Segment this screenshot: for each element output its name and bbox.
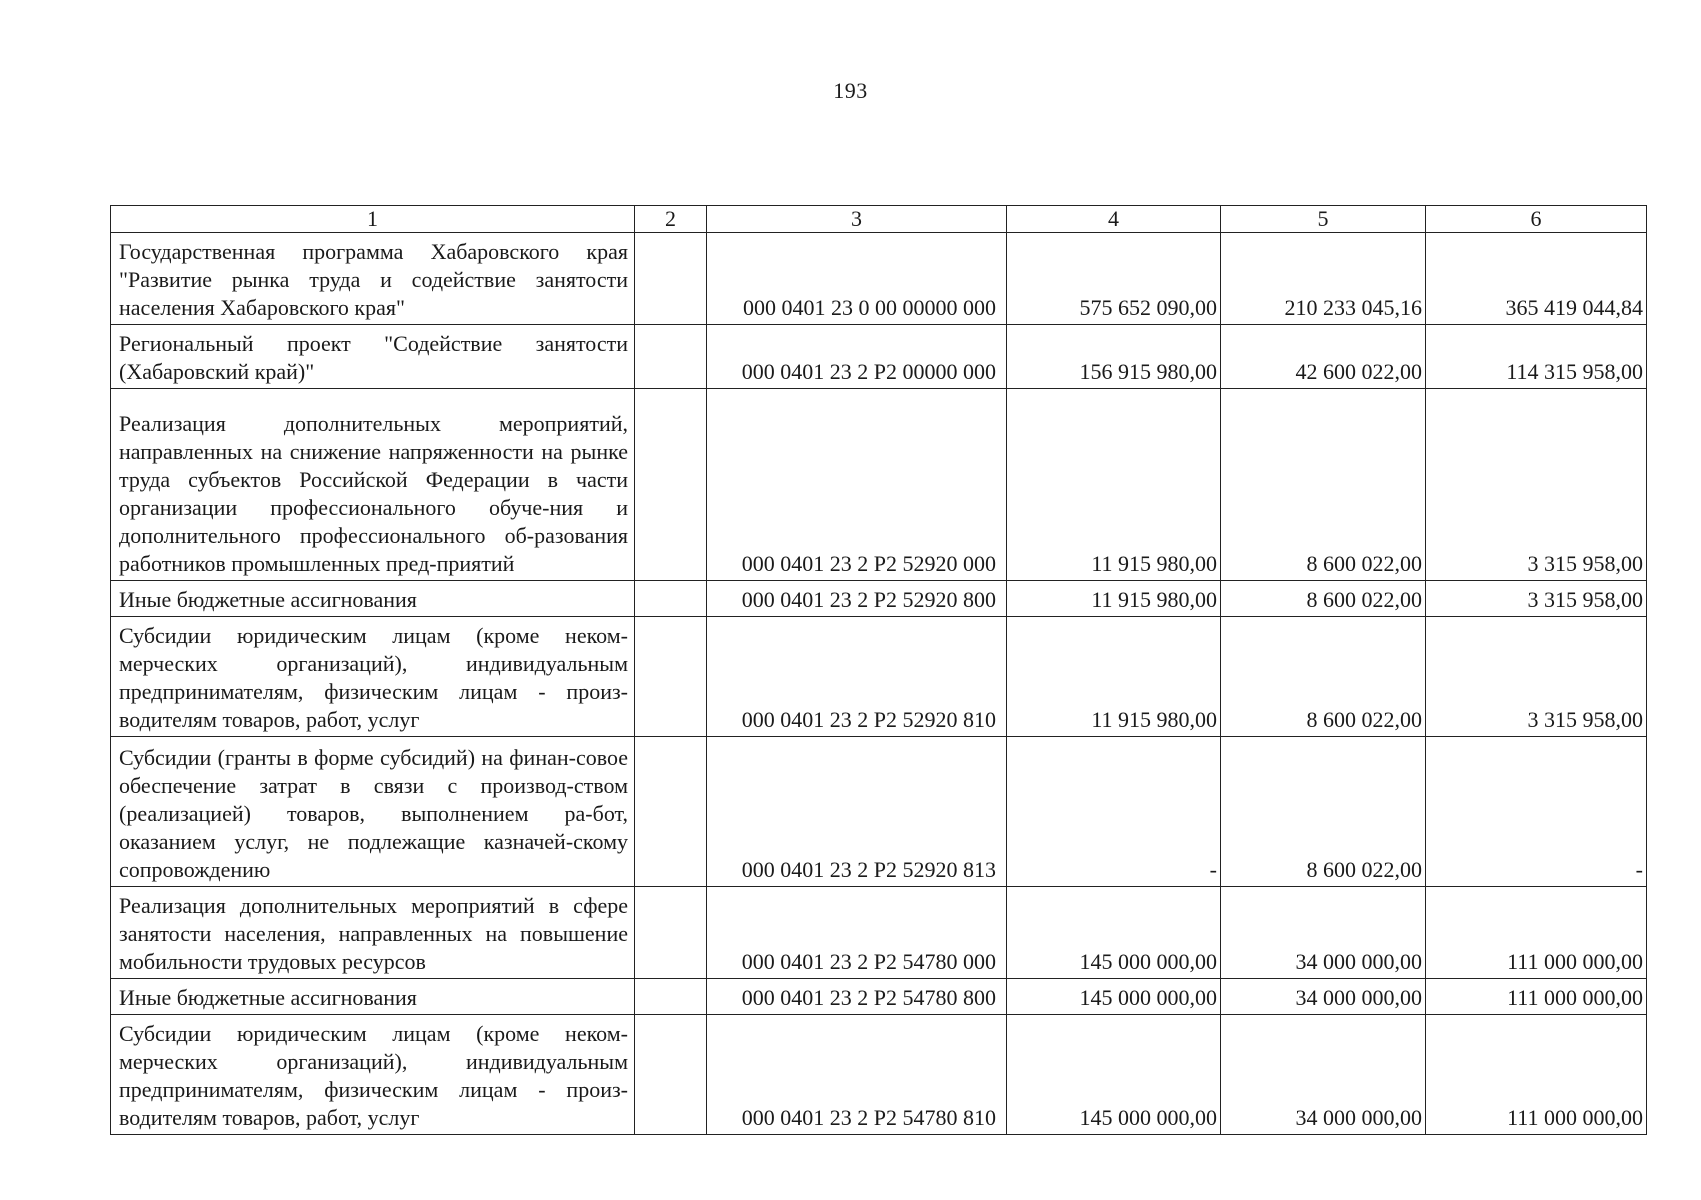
row-code: 000 0401 23 2 P2 54780 810 [707,1015,1007,1135]
row-value-4: 156 915 980,00 [1007,325,1221,389]
row-col2 [635,617,707,737]
row-value-6: 111 000 000,00 [1426,1015,1647,1135]
column-header-1: 1 [111,206,635,233]
row-value-4: - [1007,737,1221,887]
row-value-4: 145 000 000,00 [1007,887,1221,979]
row-col2 [635,737,707,887]
row-code: 000 0401 23 2 P2 52920 810 [707,617,1007,737]
table-row [111,581,1647,617]
row-name: Субсидии юридическим лицам (кроме неком-мерческих организаций), индивидуальным предпринимателям, физическим лицам - произ-водителям товаров, работ, услуг [111,617,635,737]
row-code: 000 0401 23 2 P2 54780 000 [707,887,1007,979]
table-header-row [111,206,1647,233]
row-name: Реализация дополнительных мероприятий, направленных на снижение напряженности на рынке труда субъектов Российской Федерации в части организации профессионального обуче-ния и дополнительного профессионального об-разования работников промышленных пред-приятий [111,389,635,581]
row-value-5: 8 600 022,00 [1221,617,1426,737]
row-code: 000 0401 23 2 P2 52920 813 [707,737,1007,887]
row-value-5: 34 000 000,00 [1221,887,1426,979]
row-value-5: 34 000 000,00 [1221,979,1426,1015]
row-value-5: 8 600 022,00 [1221,737,1426,887]
row-value-6: 111 000 000,00 [1426,887,1647,979]
page-number: 193 [833,78,868,103]
row-value-5: 42 600 022,00 [1221,325,1426,389]
row-code: 000 0401 23 2 P2 52920 800 [707,581,1007,617]
row-name: Субсидии юридическим лицам (кроме неком-мерческих организаций), индивидуальным предпринимателям, физическим лицам - произ-водителям товаров, работ, услуг [111,1015,635,1135]
row-value-4: 11 915 980,00 [1007,617,1221,737]
row-name: Государственная программа Хабаровского края "Развитие рынка труда и содействие занятости населения Хабаровского края" [111,233,635,325]
row-value-5: 8 600 022,00 [1221,389,1426,581]
budget-table [110,205,1647,1135]
row-col2 [635,887,707,979]
row-col2 [635,1015,707,1135]
row-col2 [635,233,707,325]
row-code: 000 0401 23 2 P2 52920 000 [707,389,1007,581]
row-name: Реализация дополнительных мероприятий в сфере занятости населения, направленных на повышение мобильности трудовых ресурсов [111,887,635,979]
table-row [111,979,1647,1015]
row-col2 [635,979,707,1015]
row-code: 000 0401 23 2 P2 00000 000 [707,325,1007,389]
row-name: Региональный проект "Содействие занятости (Хабаровский край)" [111,325,635,389]
row-value-4: 145 000 000,00 [1007,979,1221,1015]
row-name: Иные бюджетные ассигнования [111,979,635,1015]
row-value-4: 575 652 090,00 [1007,233,1221,325]
column-header-6: 6 [1426,206,1647,233]
row-value-6: 365 419 044,84 [1426,233,1647,325]
row-value-6: 114 315 958,00 [1426,325,1647,389]
row-value-4: 11 915 980,00 [1007,389,1221,581]
row-value-5: 210 233 045,16 [1221,233,1426,325]
row-value-6: 3 315 958,00 [1426,389,1647,581]
table-row [111,325,1647,389]
row-value-4: 11 915 980,00 [1007,581,1221,617]
table-row [111,887,1647,979]
row-value-6: - [1426,737,1647,887]
row-col2 [635,389,707,581]
column-header-4: 4 [1007,206,1221,233]
row-value-6: 111 000 000,00 [1426,979,1647,1015]
row-name: Иные бюджетные ассигнования [111,581,635,617]
row-name: Субсидии (гранты в форме субсидий) на финан-совое обеспечение затрат в связи с производ-ством (реализацией) товаров, выполнением ра-бот, оказанием услуг, не подлежащие казначей-скому сопровождению [111,737,635,887]
table-row [111,233,1647,325]
column-header-5: 5 [1221,206,1426,233]
table-row [111,389,1647,581]
row-col2 [635,581,707,617]
column-header-3: 3 [707,206,1007,233]
row-value-4: 145 000 000,00 [1007,1015,1221,1135]
row-value-5: 8 600 022,00 [1221,581,1426,617]
row-code: 000 0401 23 2 P2 54780 800 [707,979,1007,1015]
row-code: 000 0401 23 0 00 00000 000 [707,233,1007,325]
table-row [111,1015,1647,1135]
row-value-6: 3 315 958,00 [1426,617,1647,737]
row-value-5: 34 000 000,00 [1221,1015,1426,1135]
column-header-2: 2 [635,206,707,233]
table-row [111,737,1647,887]
row-col2 [635,325,707,389]
table-row [111,617,1647,737]
row-value-6: 3 315 958,00 [1426,581,1647,617]
